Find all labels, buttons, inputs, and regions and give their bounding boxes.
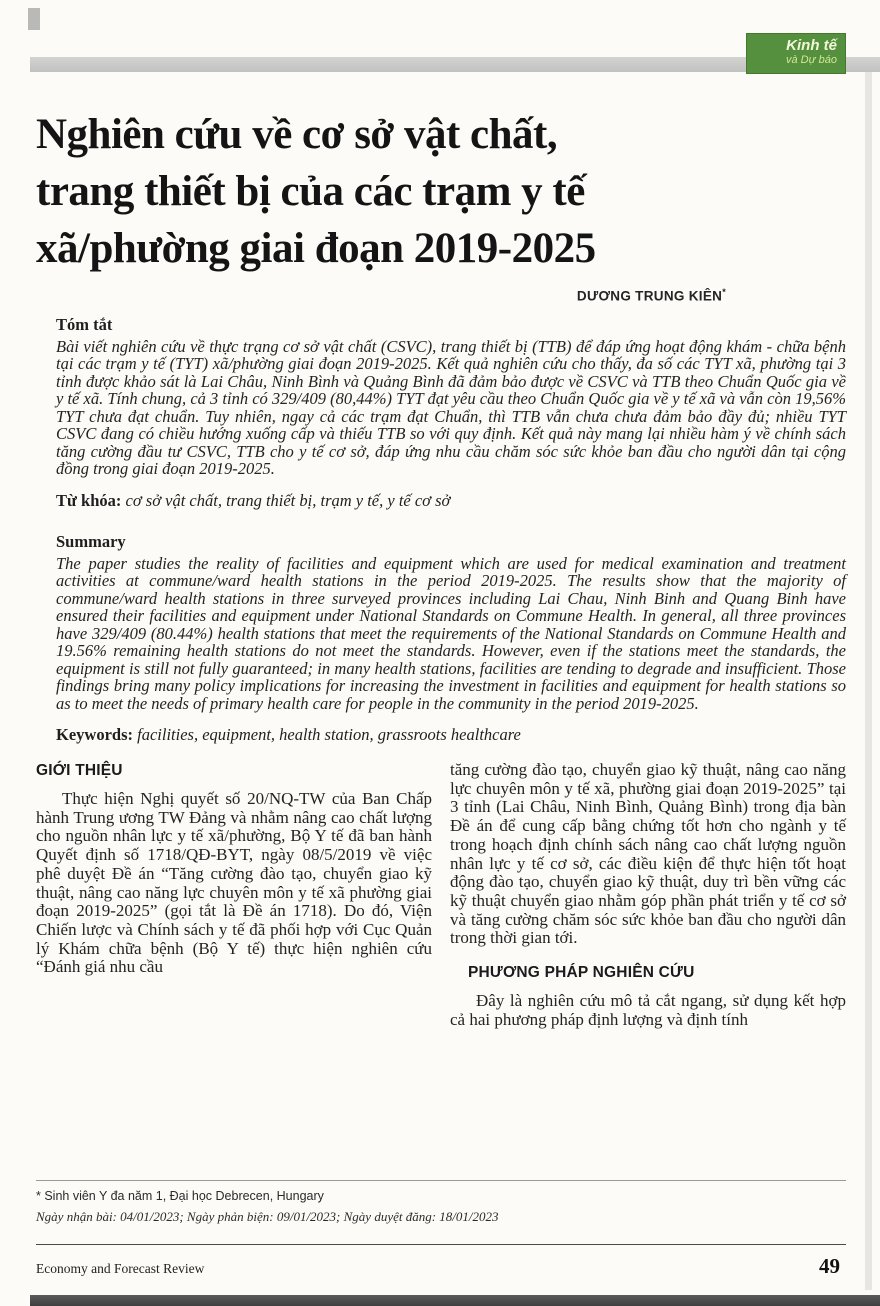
intro-paragraph: Thực hiện Nghị quyết số 20/NQ-TW của Ban Chấp hành Trung ương TW Đảng và nhằm nâng cao chất lượng cho nguồn nhân lực y tế xã/phường, Bộ Y tế đã ban hành Quyết định số 1718/QĐ-BYT, ngày 08/5/2019 về việc phê duyệt Đề án “Tăng cường đào tạo, chuyển giao kỹ thuật, nâng cao năng lực chuyên môn y tế xã phường giai đoạn 2019-2025” (gọi tắt là Đề án 1718). Do đó, Viện Chiến lược và Chính sách y tế đã phối hợp với Cục Quản lý Khám chữa bệnh (Bộ Y tế) thực hiện nghiên cứu “Đánh giá nhu cầu <box>36 789 432 977</box>
section-heading-method: PHƯƠNG PHÁP NGHIÊN CỨU <box>468 964 695 982</box>
abstract-en-text: The paper studies the reality of facilities and equipment which are used for medical examination and treatment activities at commune/ward health stations in the period 2019-2025. The results show that the majority of commune/ward health stations in three surveyed provinces including Lai Chau, Ninh Binh and Quang Binh have ensured their facilities and equipment under National Standards on Commune Health. In general, all three provinces have 329/409 (80.44%) health stations that meet the requirements of the National Standards on Commune Health and 19.56% remaining health stations do not meet the standards. However, even if the stations meet the standards, the equipment is still not fully guaranteed; in many health stations, facilities are tending to degrade and insufficient. Those findings bring many policy implications for increasing the investment in facilities and equipment for health stations so as to meet the needs of primary health care for people in the community in the period 2019-2025. <box>56 553 846 713</box>
author-name: DƯƠNG TRUNG KIÊN <box>576 288 723 304</box>
section-heading-intro: GIỚI THIỆU <box>36 762 123 779</box>
journal-badge-title: Kinh tế <box>786 37 837 54</box>
footnote-area <box>36 1180 846 1226</box>
continuation-paragraph: tăng cường đào tạo, chuyển giao kỹ thuật, nâng cao năng lực chuyên môn y tế xã, phường giai đoạn 2019-2025” tại 3 tỉnh (Lai Châu, Ninh Bình, Quảng Bình) trong địa bàn Đề án để cung cấp bằng chứng tốt hơn cho ngành y tế trong hoạch định chính sách nâng cao chất lượng nguồn nhân lực y tế cơ sở, các điều kiện để thực hiện tốt hoạt động đào tạo, chuyển giao kỹ thuật, duy trì bền vững các kỹ thuật chuyển giao nhằm góp phần phát triển y tế cơ sở và tăng cường chăm sóc sức khỏe ban đầu cho người dân trong thời gian tới. <box>450 760 846 948</box>
author-footnote-mark: * <box>722 287 726 297</box>
title-line-3: xã/phường giai đoạn 2019-2025 <box>36 225 596 272</box>
footnote-rule <box>36 1180 846 1181</box>
scan-band-bottom <box>30 1295 880 1306</box>
journal-badge-subtitle: và Dự báo <box>786 54 837 66</box>
title-line-2: trang thiết bị của các trạm y tế <box>36 168 585 215</box>
abstract-en-heading: Summary <box>56 531 126 551</box>
scan-artifact-topleft <box>28 8 40 30</box>
method-paragraph: Đây là nghiên cứu mô tả cắt ngang, sử dụng kết hợp cả hai phương pháp định lượng và định tính <box>450 991 846 1029</box>
footnote-dates: Ngày nhận bài: 04/01/2023; Ngày phản biện: 09/01/2023; Ngày duyệt đăng: 18/01/2023 <box>36 1209 499 1224</box>
two-column-body <box>36 761 846 1029</box>
author-byline <box>36 287 846 304</box>
front-matter <box>36 314 846 746</box>
article-title <box>36 106 846 277</box>
footnote-affiliation: * Sinh viên Y đa năm 1, Đại học Debrecen, Hungary <box>36 1189 324 1203</box>
abstract-vi-heading: Tóm tắt <box>56 314 113 334</box>
keywords-en <box>56 725 846 745</box>
abstract-vi-text: Bài viết nghiên cứu về thực trạng cơ sở vật chất (CSVC), trang thiết bị (TTB) để đáp ứng hoạt động khám - chữa bệnh tại các trạm y tế (TYT) xã/phường giai đoạn 2019-2025. Kết quả nghiên cứu cho thấy, đa số các TYT xã, phường tại 3 tỉnh được khảo sát là Lai Châu, Ninh Bình và Quảng Bình đã đảm bảo được về CSVC và TTB theo Chuẩn Quốc gia về y tế xã. Tính chung, cả 3 tỉnh có 329/409 (80,44%) TYT đạt yêu cầu theo Chuẩn Quốc gia về y tế xã và vẫn còn 19,56% TYT chưa đạt chuẩn. Tuy nhiên, ngay cả các trạm đạt Chuẩn, thì TTB vẫn chưa chưa đảm bảo đầy đủ; nhiều TYT CSVC đang có chiều hướng xuống cấp và thiếu TTB so với quy định. Kết quả này mang lại nhiều hàm ý về chính sách tăng cường đầu tư CSVC, TTB cho y tế cơ sở, đáp ứng nhu cầu chăm sóc sức khỏe ban đầu cho người dân tại cộng đồng trong giai đoạn 2019-2025. <box>56 336 846 478</box>
keywords-vi <box>56 491 846 511</box>
page-content <box>36 106 846 1029</box>
title-line-1: Nghiên cứu về cơ sở vật chất, <box>36 111 558 158</box>
keywords-en-text: facilities, equipment, health station, grassroots healthcare <box>137 725 521 744</box>
page-footer <box>36 1244 846 1279</box>
footer-page-number: 49 <box>819 1254 840 1278</box>
journal-badge <box>746 33 846 74</box>
keywords-vi-label: Từ khóa: <box>56 490 122 510</box>
scan-edge-right <box>865 72 872 1290</box>
left-column <box>36 761 432 1029</box>
keywords-vi-text: cơ sở vật chất, trang thiết bị, trạm y tế, y tế cơ sở <box>125 490 451 510</box>
footer-journal-name: Economy and Forecast Review <box>36 1261 205 1276</box>
keywords-en-label: Keywords: <box>56 725 133 744</box>
right-column <box>450 761 846 1029</box>
